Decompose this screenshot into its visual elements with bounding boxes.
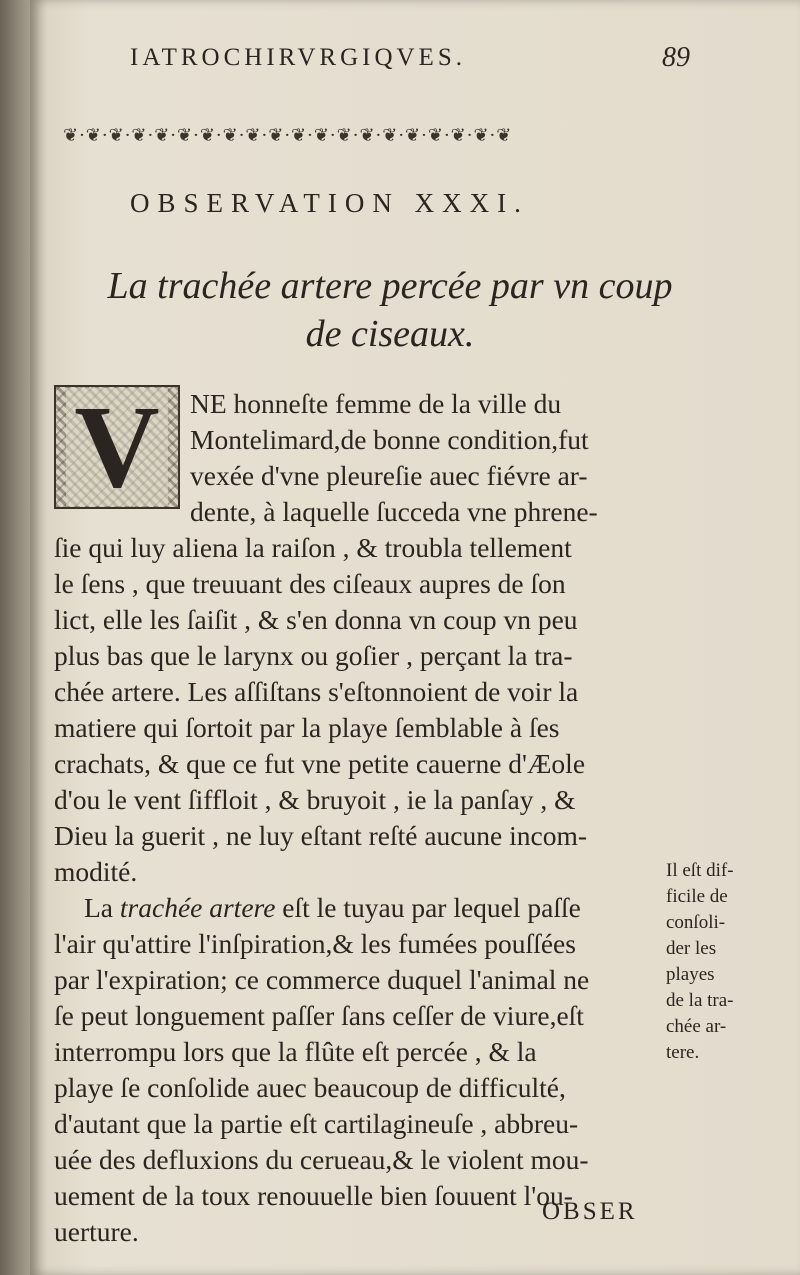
body-line: uerture. [54, 1216, 139, 1247]
body-line: NE honneſte femme de la ville du [190, 388, 562, 419]
para2-prefix: La [84, 892, 120, 923]
body-line: plus bas que le larynx ou goſier , perçant la tra- [54, 640, 573, 671]
body-line: uée des defluxions du cerueau,& le violent mou- [54, 1144, 589, 1175]
book-spine [0, 0, 30, 1275]
body-line: interrompu lors que la flûte eſt percée , & la [54, 1036, 537, 1067]
body-line-first [84, 890, 581, 926]
margin-note-line: chée ar- [666, 1016, 727, 1037]
margin-note-line: playes [666, 964, 715, 985]
drop-cap [54, 381, 180, 512]
body-line: ſe peut longuement paſſer ſans ceſſer de viure,eſt [54, 1000, 584, 1031]
body-line: d'ou le vent ſiffloit , & bruyoit , ie la panſay , & [54, 784, 576, 815]
body-line: playe ſe conſolide auec beaucoup de difficulté, [54, 1072, 566, 1103]
margin-note-line: der les [666, 938, 717, 959]
margin-note-line: Il eſt dif- [666, 860, 734, 881]
body-line: crachats, & que ce fut vne petite cauerne d'Æole [54, 748, 586, 779]
body-line: d'autant que la partie eſt cartilagineuſe , abbreu- [54, 1108, 579, 1139]
para2-suffix: eſt le tuyau par lequel paſſe [275, 892, 581, 923]
margin-note-line: ficile de [666, 886, 728, 907]
margin-note-line: tere. [666, 1042, 700, 1063]
body-line: le ſens , que treuuant des ciſeaux aupres de ſon [54, 568, 566, 599]
body-line: Dieu la guerit , ne luy eſtant reſté aucune incom- [54, 820, 587, 851]
body-line: chée artere. Les aſſiſtans s'eſtonnoient de voir la [54, 676, 579, 707]
body-line: vexée d'vne pleureſie auec fiévre ar- [190, 460, 588, 491]
drop-cap-letter: V [66, 388, 167, 506]
para2-italic-term: trachée artere [119, 892, 276, 923]
body-line: matiere qui ſortoit par la playe ſemblable à ſes [54, 712, 560, 743]
margin-note [666, 858, 766, 1066]
body-line: ſie qui luy aliena la raiſon , & troubla tellement [54, 532, 572, 563]
catchword: OBSER [542, 1198, 638, 1225]
observation-title: OBSERVATION XXXI. [130, 188, 529, 218]
ornament-band: ❦·❦·❦·❦·❦·❦·❦·❦·❦·❦·❦·❦·❦·❦·❦·❦·❦·❦·❦·❦ [63, 125, 513, 146]
observation-subtitle [60, 262, 720, 358]
body-line: lict, elle les ſaiſit , & s'en donna vn coup vn peu [54, 604, 578, 635]
body-line: uement de la toux renouuelle bien ſouuent l'ou- [54, 1180, 573, 1211]
running-head-title: IATROCHIRVRGIQVES. [130, 44, 466, 71]
body-line: par l'expiration; ce commerce duquel l'animal ne [54, 964, 590, 995]
page-number: 89 [662, 42, 690, 73]
subtitle-line-1: La trachée artere percée par vn coup [107, 265, 673, 307]
body-line: l'air qu'attire l'inſpiration,& les fumées pouſſées [54, 928, 576, 959]
body-line: Montelimard,de bonne condition,fut [190, 424, 589, 455]
body-line: dente, à laquelle ſucceda vne phrene- [190, 496, 598, 527]
margin-note-line: de la tra- [666, 990, 734, 1011]
body-line: modité. [54, 856, 138, 887]
margin-note-line: conſoli- [666, 912, 726, 933]
subtitle-line-2: de ciseaux. [305, 313, 475, 355]
